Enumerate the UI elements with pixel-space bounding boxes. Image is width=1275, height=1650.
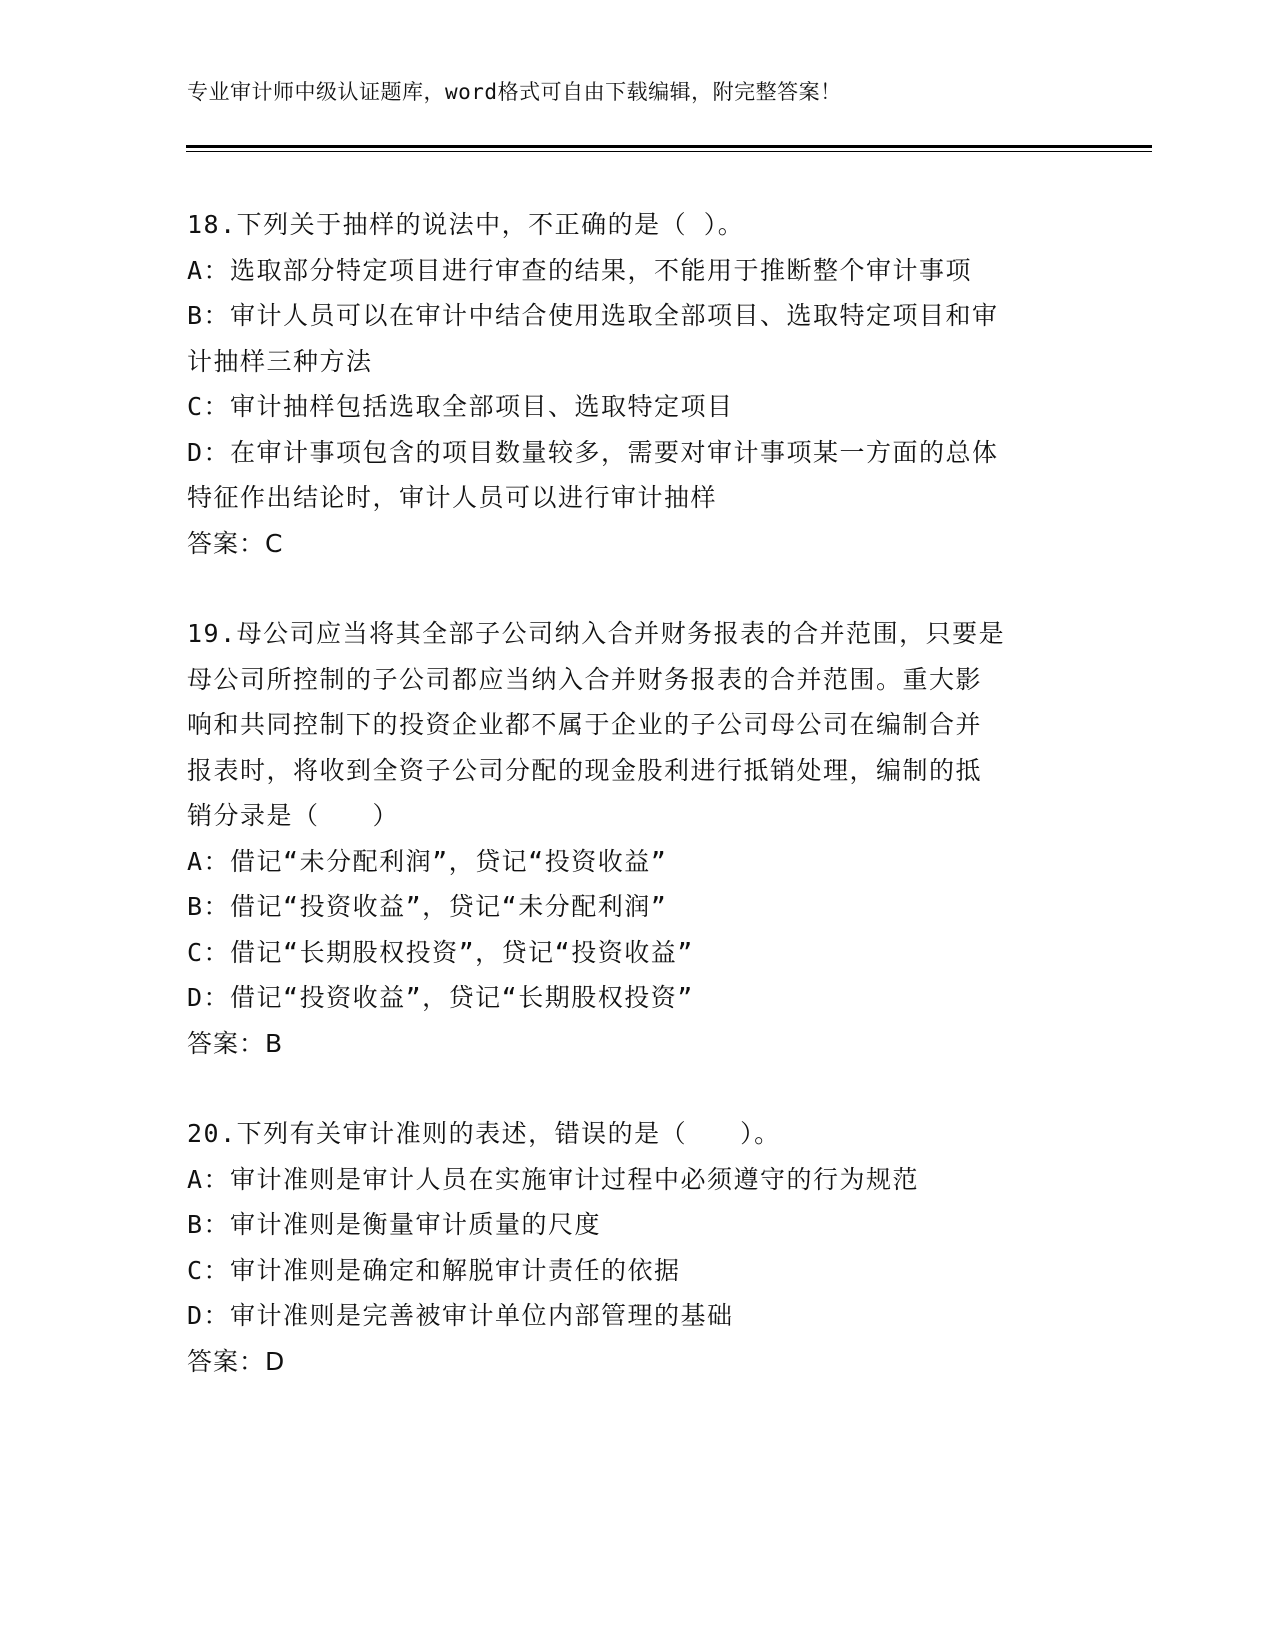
option-b: B：借记“投资收益”，贷记“未分配利润” bbox=[187, 892, 668, 921]
option-b: B：审计人员可以在审计中结合使用选取全部项目、选取特定项目和审 bbox=[187, 301, 999, 330]
header-divider-thick bbox=[186, 145, 1152, 148]
answer: 答案：D bbox=[187, 1346, 286, 1376]
answer: 答案：B bbox=[187, 1028, 284, 1058]
page-header: 专业审计师中级认证题库，word格式可自由下载编辑，附完整答案！ bbox=[187, 80, 842, 104]
header-divider-thin bbox=[186, 151, 1152, 152]
option-a: A：审计准则是审计人员在实施审计过程中必须遵守的行为规范 bbox=[187, 1164, 920, 1194]
question-stem: 19.母公司应当将其全部子公司纳入合并财务报表的合并范围，只要是 bbox=[187, 619, 1006, 648]
question-stem-continued: 报表时，将收到全资子公司分配的现金股利进行抵销处理，编制的抵 bbox=[187, 755, 983, 785]
question-stem: 20.下列有关审计准则的表述，错误的是（ ）。 bbox=[187, 1119, 781, 1148]
option-b-continued: 计抽样三种方法 bbox=[187, 346, 373, 376]
question-18 bbox=[187, 202, 1087, 566]
question-list bbox=[187, 202, 1087, 1429]
option-d: D：审计准则是完善被审计单位内部管理的基础 bbox=[187, 1301, 734, 1330]
option-d: D：在审计事项包含的项目数量较多，需要对审计事项某一方面的总体 bbox=[187, 437, 999, 467]
question-stem-continued: 母公司所控制的子公司都应当纳入合并财务报表的合并范围。重大影 bbox=[187, 664, 983, 694]
option-c: C：审计准则是确定和解脱审计责任的依据 bbox=[187, 1255, 681, 1285]
question-19 bbox=[187, 611, 1087, 1066]
option-c: C：借记“长期股权投资”，贷记“投资收益” bbox=[187, 937, 694, 967]
option-b: B：审计准则是衡量审计质量的尺度 bbox=[187, 1210, 602, 1239]
question-stem-continued: 响和共同控制下的投资企业都不属于企业的子公司母公司在编制合并 bbox=[187, 710, 983, 739]
question-20 bbox=[187, 1111, 1087, 1384]
question-stem: 18.下列关于抽样的说法中，不正确的是（ ）。 bbox=[187, 210, 745, 239]
option-c: C：审计抽样包括选取全部项目、选取特定项目 bbox=[187, 392, 734, 421]
question-stem-continued: 销分录是（ ） bbox=[187, 801, 400, 830]
answer: 答案：C bbox=[187, 528, 284, 558]
option-d-continued: 特征作出结论时，审计人员可以进行审计抽样 bbox=[187, 483, 718, 512]
option-d: D：借记“投资收益”，贷记“长期股权投资” bbox=[187, 983, 694, 1012]
option-a: A：选取部分特定项目进行审查的结果，不能用于推断整个审计事项 bbox=[187, 255, 973, 285]
option-a: A：借记“未分配利润”，贷记“投资收益” bbox=[187, 846, 668, 876]
